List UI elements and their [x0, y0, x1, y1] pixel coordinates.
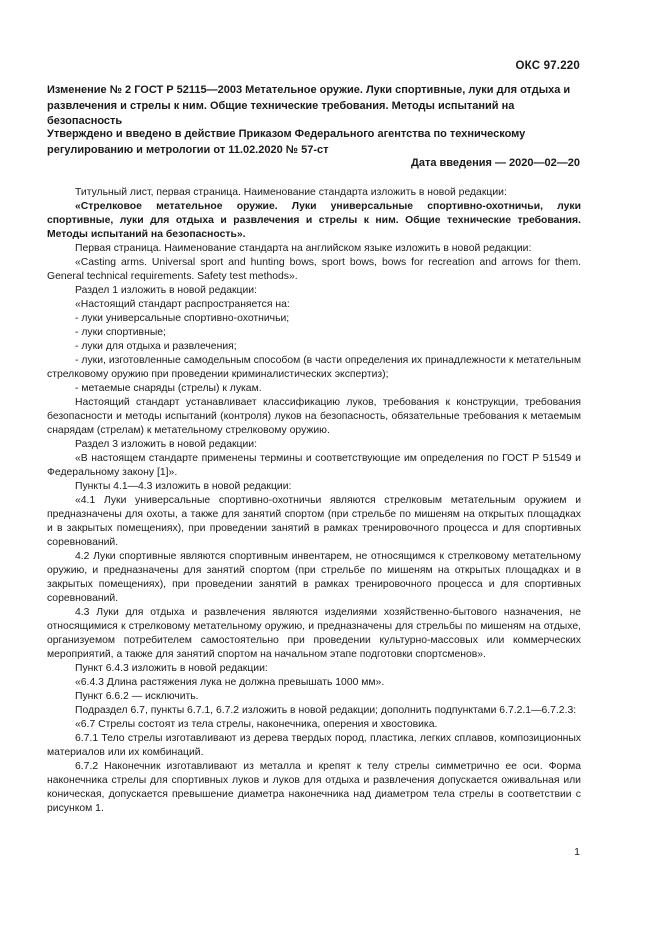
paragraph: Титульный лист, первая страница. Наименование стандарта изложить в новой редакции: [75, 187, 507, 198]
paragraph: «6.4.3 Длина растяжения лука не должна превышать 1000 мм». [75, 677, 385, 688]
document-body [47, 186, 581, 816]
list-item: - луки для отдыха и развлечения; [75, 341, 237, 352]
paragraph: Раздел 1 изложить в новой редакции: [75, 285, 257, 296]
paragraph: «Стрелковое метательное оружие. Луки универсальные спортивно-охотничьи, луки спортивные, луки для отдыха и развлечения и стрелы к ним. Общие технические требования. Методы испытаний на безопасность». [47, 201, 581, 240]
paragraph: Пункты 4.1—4.3 изложить в новой редакции: [75, 481, 292, 492]
list-item: - луки универсальные спортивно-охотничьи; [75, 313, 290, 324]
effective-date: Дата введения — 2020—02—20 [411, 157, 580, 169]
paragraph: 6.7.2 Наконечник изготавливают из металла и крепят к телу стрелы симметрично ее оси. Форма наконечника стрелы для спортивных луков и луков для отдыха и развлечения допускается оживальная или коническая, допускается превышение диаметра наконечника над диаметром тела стрелы в соответствии с рисунком 1. [47, 761, 581, 814]
paragraph: Первая страница. Наименование стандарта на английском языке изложить в новой редакции: [75, 243, 532, 254]
paragraph: Пункт 6.6.2 — исключить. [75, 691, 199, 702]
paragraph: «4.1 Луки универсальные спортивно-охотничьи являются стрелковым метательным оружием и предназначены для охоты, а также для занятий спортом (при стрельбе по мишеням на открытых площадках и в закрытых помещениях), при проведении занятий в рамках тренировочного процесса и для спортивных соревнований. [47, 495, 581, 548]
document-title: Изменение № 2 ГОСТ Р 52115—2003 Метательное оружие. Луки спортивные, луки для отдыха и развлечения и стрелы к ним. Общие технические требования. Методы испытаний на безопасность [47, 84, 571, 127]
paragraph: Подраздел 6.7, пункты 6.7.1, 6.7.2 изложить в новой редакции; дополнить подпунктами 6.7.2.1—6.7.2.3: [75, 705, 577, 716]
page-number: 1 [574, 846, 580, 858]
approval-statement: Утверждено и введено в действие Приказом Федерального агентства по техническому регулированию и метрологии от 11.02.2020 № 57-ст [47, 128, 526, 156]
paragraph: «Настоящий стандарт распространяется на: [75, 299, 290, 310]
list-item: - луки спортивные; [75, 327, 166, 338]
paragraph: Раздел 3 изложить в новой редакции: [75, 439, 257, 450]
classification-code: ОКС 97.220 [515, 60, 580, 72]
paragraph: «Casting arms. Universal sport and hunting bows, sport bows, bows for recreation and arrows for them. General technical requirements. Safety test methods». [47, 257, 581, 282]
list-item: - метаемые снаряды (стрелы) к лукам. [75, 383, 262, 394]
paragraph: «6.7 Стрелы состоят из тела стрелы, наконечника, оперения и хвостовика. [75, 719, 438, 730]
paragraph: Пункт 6.4.3 изложить в новой редакции: [75, 663, 268, 674]
paragraph: Настоящий стандарт устанавливает классификацию луков, требования к конструкции, требования безопасности и методы испытаний (контроля) луков на безопасность, обязательные требования к метаемым снарядам (стрелам) к метательному стрелковому оружию. [47, 397, 581, 436]
paragraph: 4.3 Луки для отдыха и развлечения являются изделиями хозяйственно-бытового назначения, не относящимися к стрелковому метательному оружию, и предназначены для стрельбы по мишеням на отдыхе, организуемом потребителем самостоятельно при проведении культурно-массовых или коммерческих мероприятий, а также для занятий спортом на начальном этапе подготовки спортсменов». [47, 607, 581, 660]
paragraph: 6.7.1 Тело стрелы изготавливают из дерева твердых пород, пластика, легких сплавов, композиционных материалов или их комбинаций. [47, 733, 581, 758]
paragraph: «В настоящем стандарте применены термины и соответствующие им определения по ГОСТ Р 51549 и Федеральному закону [1]». [47, 453, 581, 478]
list-item: - луки, изготовленные самодельным способом (в части определения их принадлежности к метательным стрелковому оружию при проведении криминалистических экспертиз); [47, 355, 581, 380]
paragraph: 4.2 Луки спортивные являются спортивным инвентарем, не относящимся к стрелковому метательному оружию, и предназначены для занятий спортом (при стрельбе по мишеням на открытых площадках и в закрытых помещениях), при проведении занятий в рамках тренировочного процесса и для спортивных соревнований. [47, 551, 581, 604]
